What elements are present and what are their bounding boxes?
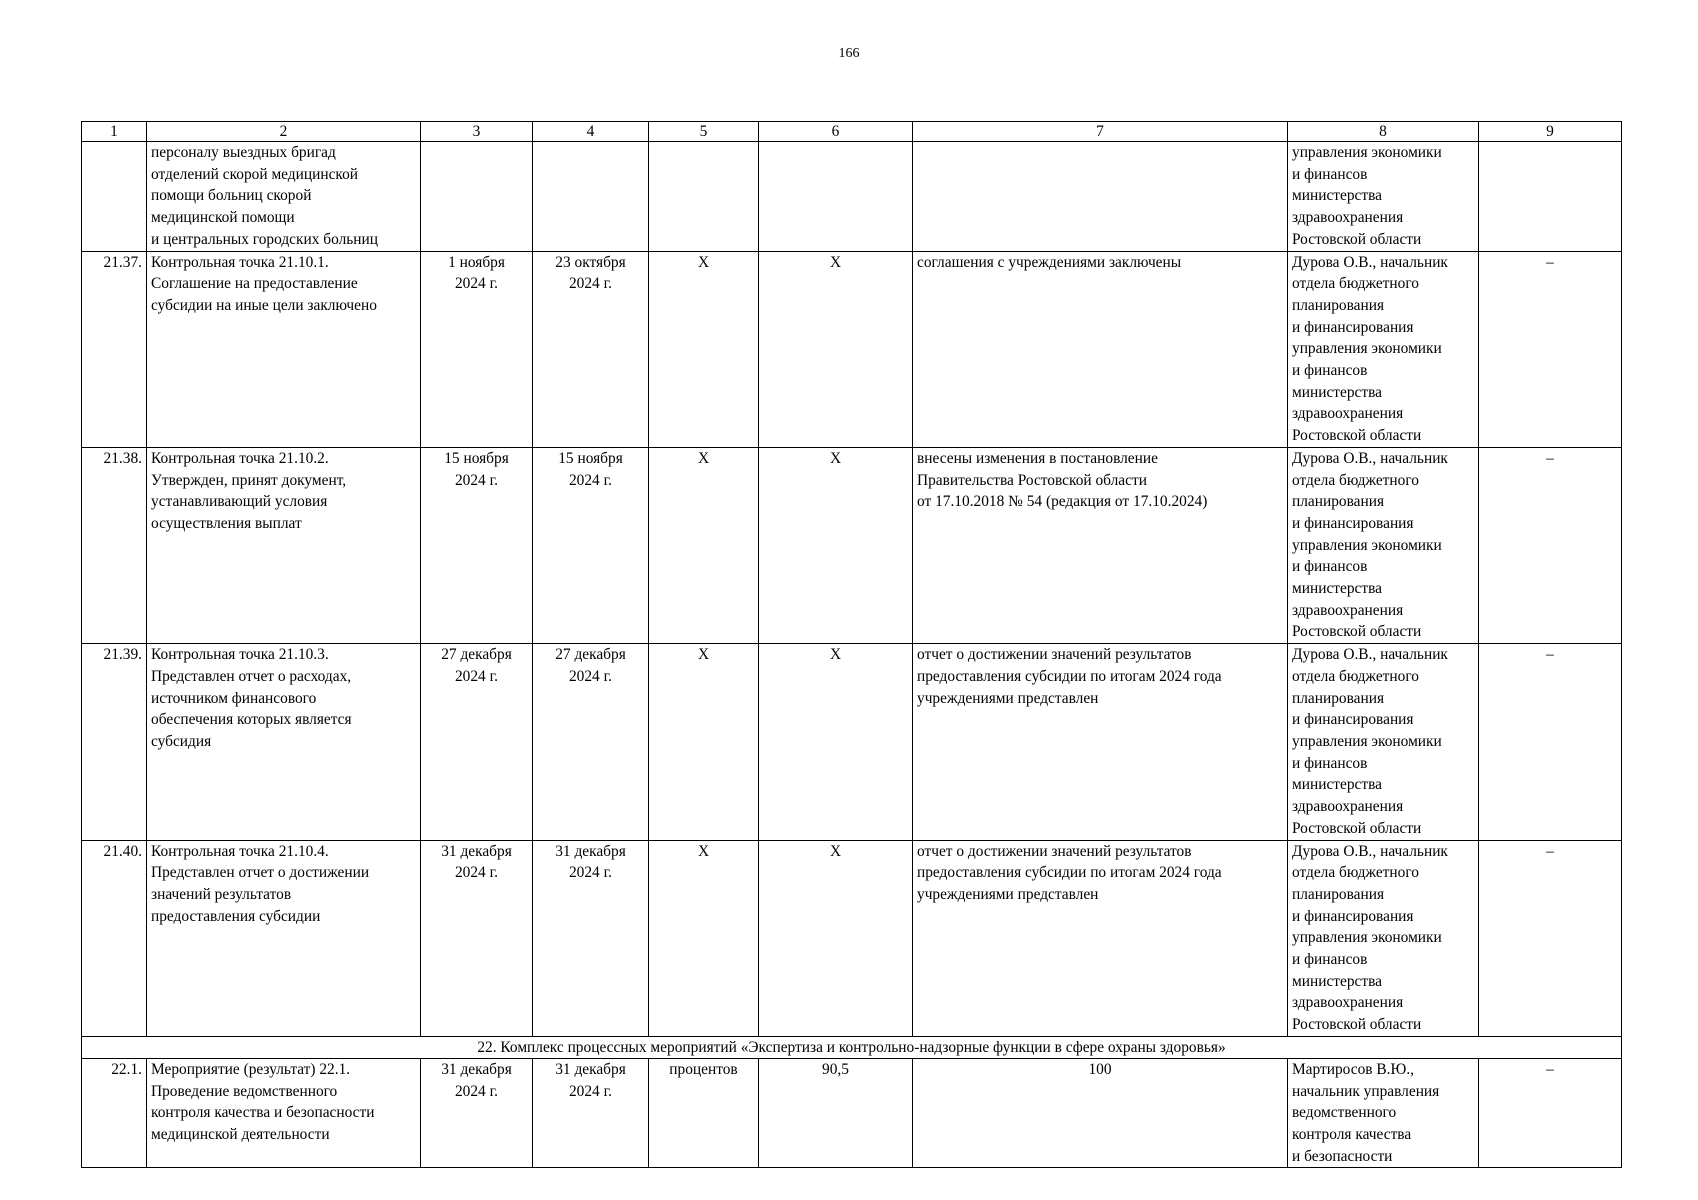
activity-name-cell: Мероприятие (результат) 22.1. Проведение ведомственного контроля качества и безопасности медицинской деятельности [147,1058,421,1168]
header-cell: 4 [533,122,649,142]
table-row [82,251,1622,447]
planned-date-cell: 1 ноября 2024 г. [421,251,533,447]
header-cell: 3 [421,122,533,142]
responsible-cell: Дурова О.В., начальник отдела бюджетного планирования и финансирования управления экономики и финансов министерства здравоохранения Ростовской области [1288,251,1479,447]
row-number-cell: 21.37. [82,251,147,447]
continuation-row [82,142,1622,252]
planned-value-cell: X [759,251,913,447]
row-number-cell: 22.1. [82,1058,147,1168]
actual-date-cell: 15 ноября 2024 г. [533,447,649,643]
activity-name-cell: Контрольная точка 21.10.3. Представлен отчет о расходах, источником финансового обеспечения которых является субсидия [147,644,421,840]
planned-value-cell: X [759,644,913,840]
responsible-cell: Дурова О.В., начальник отдела бюджетного планирования и финансирования управления экономики и финансов министерства здравоохранения Ростовской области [1288,840,1479,1036]
table-header-row [82,122,1622,142]
responsible-cell: Мартиросов В.Ю., начальник управления ведомственного контроля качества и безопасности [1288,1058,1479,1168]
planned-value-cell: 90,5 [759,1058,913,1168]
planned-date-cell: 15 ноября 2024 г. [421,447,533,643]
header-cell: 5 [649,122,759,142]
responsible-cell: Дурова О.В., начальник отдела бюджетного планирования и финансирования управления экономики и финансов министерства здравоохранения Ростовской области [1288,644,1479,840]
result-cell: соглашения с учреждениями заключены [913,251,1288,447]
row-number-cell: 21.39. [82,644,147,840]
unit-cell: X [649,447,759,643]
note-cell: – [1479,840,1622,1036]
actual-date-cell: 27 декабря 2024 г. [533,644,649,840]
table-row [82,1058,1622,1168]
activity-name-cell: Контрольная точка 21.10.1. Соглашение на предоставление субсидии на иные цели заключено [147,251,421,447]
table-row [82,840,1622,1036]
section-title: 22. Комплекс процессных мероприятий «Экспертиза и контрольно-надзорные функции в сфере охраны здоровья» [82,1036,1622,1058]
actual-date-cell: 31 декабря 2024 г. [533,840,649,1036]
header-cell: 7 [913,122,1288,142]
table-row [82,447,1622,643]
result-cell: отчет о достижении значений результатов предоставления субсидии по итогам 2024 года учреждениями представлен [913,644,1288,840]
activity-name-cell: персоналу выездных бригад отделений скорой медицинской помощи больниц скорой медицинской помощи и центральных городских больниц [147,142,421,252]
row-number-cell: 21.38. [82,447,147,643]
row-number-cell: 21.40. [82,840,147,1036]
unit-cell: X [649,644,759,840]
planned-value-cell [759,142,913,252]
section-header-row [82,1036,1622,1058]
unit-cell: X [649,251,759,447]
planned-date-cell: 27 декабря 2024 г. [421,644,533,840]
planned-date-cell: 31 декабря 2024 г. [421,840,533,1036]
result-cell: внесены изменения в постановление Правительства Ростовской области от 17.10.2018 № 54 (редакция от 17.10.2024) [913,447,1288,643]
note-cell: – [1479,251,1622,447]
responsible-cell: управления экономики и финансов министерства здравоохранения Ростовской области [1288,142,1479,252]
activity-name-cell: Контрольная точка 21.10.4. Представлен отчет о достижении значений результатов предоставления субсидии [147,840,421,1036]
actual-date-cell [533,142,649,252]
unit-cell: X [649,840,759,1036]
page-number: 166 [838,46,860,61]
table-row [82,644,1622,840]
result-cell [913,142,1288,252]
actual-date-cell: 31 декабря 2024 г. [533,1058,649,1168]
header-cell: 1 [82,122,147,142]
unit-cell [649,142,759,252]
activity-name-cell: Контрольная точка 21.10.2. Утвержден, принят документ, устанавливающий условия осуществления выплат [147,447,421,643]
header-cell: 9 [1479,122,1622,142]
result-cell: отчет о достижении значений результатов предоставления субсидии по итогам 2024 года учреждениями представлен [913,840,1288,1036]
header-cell: 2 [147,122,421,142]
note-cell [1479,142,1622,252]
actual-date-cell: 23 октября 2024 г. [533,251,649,447]
note-cell: – [1479,1058,1622,1168]
planned-date-cell [421,142,533,252]
note-cell: – [1479,644,1622,840]
header-cell: 6 [759,122,913,142]
report-table [81,121,1622,1168]
planned-date-cell: 31 декабря 2024 г. [421,1058,533,1168]
header-cell: 8 [1288,122,1479,142]
responsible-cell: Дурова О.В., начальник отдела бюджетного планирования и финансирования управления экономики и финансов министерства здравоохранения Ростовской области [1288,447,1479,643]
row-number-cell [82,142,147,252]
planned-value-cell: X [759,840,913,1036]
result-cell: 100 [913,1058,1288,1168]
note-cell: – [1479,447,1622,643]
planned-value-cell: X [759,447,913,643]
unit-cell: процентов [649,1058,759,1168]
